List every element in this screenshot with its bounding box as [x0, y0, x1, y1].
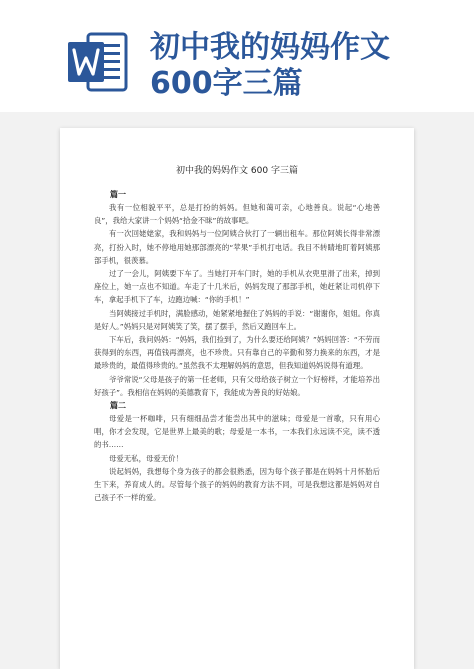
paragraph: 爷爷常说“父母是孩子的第一任老师，只有父母给孩子树立一个好榜样，才能培养出好孩子”。我相信在妈妈的美德教育下，我能成为善良的好姑娘。: [94, 374, 380, 397]
paragraph: 我有一位相貌平平，总是打扮的妈妈。但她和蔼可亲，心地善良。说起“心地善良”，我给大家讲一个妈妈“拾金不昧”的故事吧。: [94, 203, 380, 226]
document-page: [60, 128, 414, 669]
paragraph: 当阿姨接过手机时，满脸感动，她紧紧地握住了妈妈的手说：“谢谢你，姐姐。你真是好人。”妈妈只是对阿姨笑了笑，摆了摆手，然后又跑回车上。: [94, 308, 380, 331]
paragraph: 过了一会儿，阿姨要下车了。当她打开车门时，她的手机从衣兜里滑了出来，掉到座位上，她一点也不知道。车走了十几米后，妈妈发现了那部手机，她赶紧让司机停下车，拿起手机下了车，边跑边喊：“你的手机！”: [94, 269, 380, 305]
paragraph: 母爱无私，母爱无价！: [109, 453, 183, 463]
word-icon: [66, 30, 130, 94]
paragraph: 母爱是一杯咖啡，只有细细品尝才能尝出其中的滋味；母爱是一首歌，只有用心唱，你才会发现，它是世界上最美的歌；母爱是一本书，一本我们永远读不完，读不透的书……: [94, 414, 380, 450]
document-title: 初中我的妈妈作文 600 字三篇: [176, 166, 298, 176]
title-line-1: 初中我的妈妈作文: [150, 30, 390, 65]
page-title: [150, 30, 465, 102]
paragraph: 说起妈妈，我想每个身为孩子的都会很熟悉，因为每个孩子都是在妈妈十月怀胎后生下来，养育成人的。尽管每个孩子的妈妈的教育方法不同，可是我想这都是妈妈对自己孩子不一样的爱。: [94, 466, 380, 503]
section-heading: 篇二: [110, 401, 126, 411]
paragraph: 有一次回姥姥家，我和妈妈与一位阿姨合伙打了一辆出租车。那位阿姨长得非常漂亮，打扮入时，她不停地用她那部漂亮的“苹果”手机打电话。我目不转睛地盯着阿姨那部手机，很羡慕。: [94, 229, 380, 265]
header-banner: [0, 0, 474, 112]
title-line-2: 600字三篇: [150, 66, 303, 101]
section-heading: 篇一: [110, 190, 126, 199]
paragraph: 下车后，我问妈妈：“妈妈，我们捡到了，为什么要还给阿姨？”妈妈回答：“不劳而获得到的东西，再值钱再漂亮，也不珍贵。只有靠自己的辛勤和努力换来的东西，才是最珍贵的，最值得珍贵的。”虽然我不太理解妈妈的意思，但我知道妈妈说得有道理。: [94, 335, 380, 371]
